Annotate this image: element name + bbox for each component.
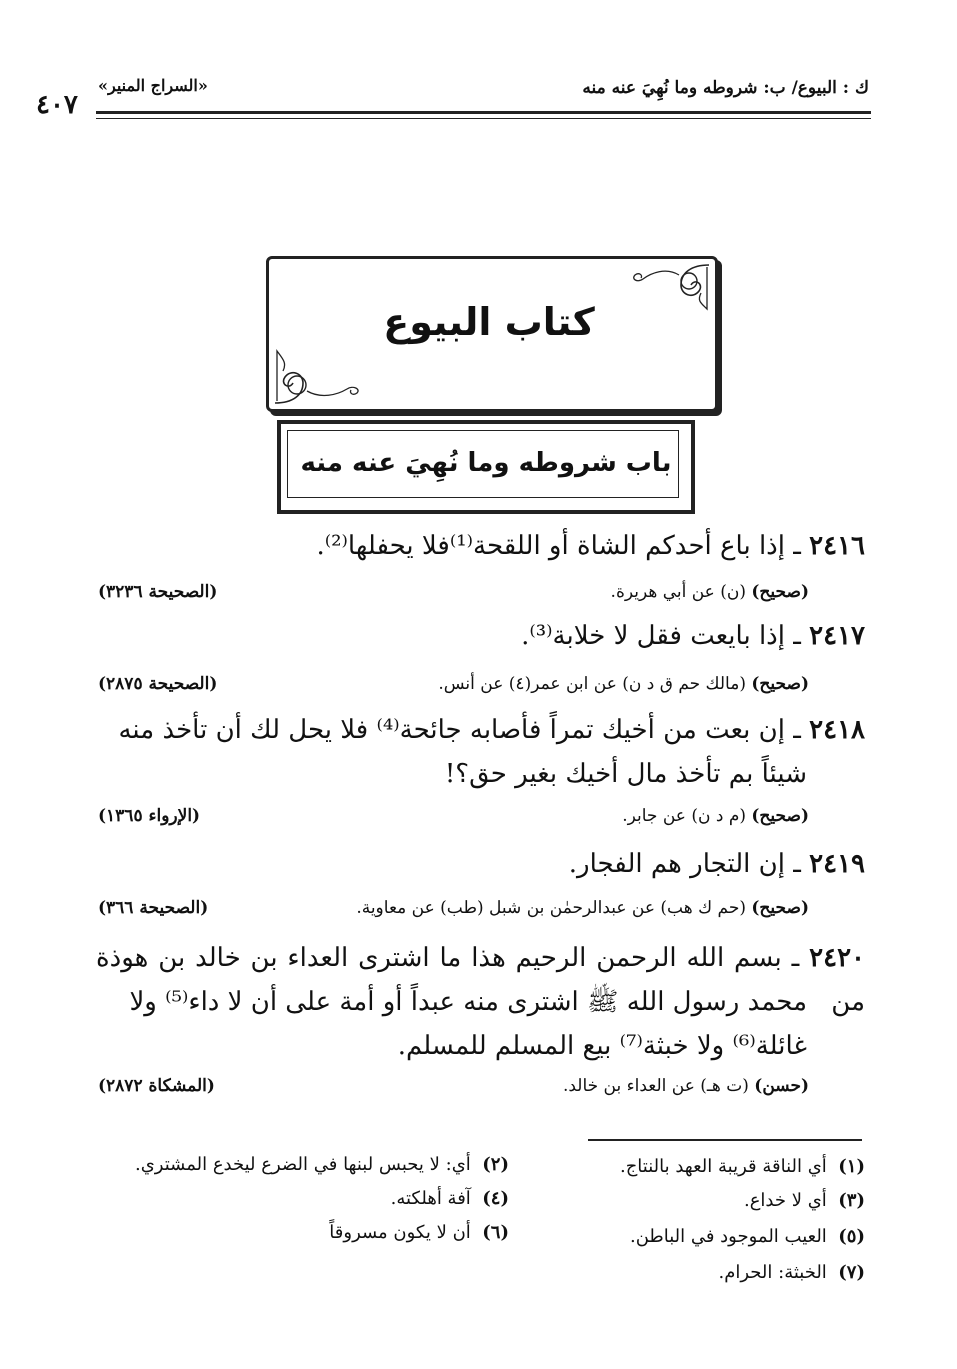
hadith-2418-continuation: شيئاً بم تأخذ مال أخيك بغير حق؟!: [444, 759, 807, 789]
hadith-source: [356, 898, 809, 918]
hadith-reference: (المشكاة ٢٨٧٢): [98, 1076, 215, 1096]
hadith-2417-text: ٢٤١٧ ـ إذا بايعت فقل لا خلابة⁽³⁾.: [521, 621, 865, 651]
hadith-source: [611, 582, 809, 602]
hadith-narrator: (ت هـ) عن العداء بن خالد.: [562, 1076, 749, 1096]
hadith-narrator: (ن) عن أبي هريرة.: [610, 582, 746, 602]
hadith-reference: (الإرواء ١٣٦٥): [98, 806, 201, 826]
hadith-text: بسم الله الرحمن الرحيم هذا ما اشترى العداء بن خالد بن هوذة من: [96, 943, 865, 1017]
hadith-number: ٢٤١٦: [809, 531, 865, 561]
chapter-title: باب شروطه وما نُهِيَ عنه منه: [300, 448, 672, 478]
hadith-grade: (صحيح): [751, 674, 809, 694]
footnote-7: (٧) الخبثة: الحرام.: [718, 1262, 865, 1283]
hadith-2419-text: ٢٤١٩ ـ إن التجار هم الفجار.: [568, 849, 865, 879]
hadith-reference: (الصحيحة ٢٨٧٥): [98, 674, 218, 694]
hadith-number: ٢٤١٩: [809, 849, 865, 879]
corner-ornament-bottom-left-icon: [273, 345, 368, 405]
hadith-narrator: (م د ن) عن جابر.: [622, 806, 746, 826]
footnote-2: (٢) أي: لا يحبس لبنها في الضرع ليخدع المشتري.: [134, 1154, 509, 1175]
book-name: «السراج المنير»: [98, 76, 208, 95]
hadith-grade: (صحيح): [751, 582, 809, 602]
footnote-1: (١) أي الناقة قريبة العهد بالنتاج.: [619, 1156, 865, 1177]
hadith-text: إذا باع أحدكم الشاة أو اللقحة⁽¹⁾فلا يحفلها⁽²⁾.: [316, 531, 785, 561]
hadith-2418-text: ٢٤١٨ ـ إن بعت من أخيك تمراً فأصابه جائحة⁽⁴⁾ فلا يحل لك أن تأخذ منه: [118, 715, 865, 745]
hadith-source: [438, 674, 809, 694]
footnote-6: (٦) أن لا يكون مسروقاً: [329, 1222, 509, 1243]
hadith-2416-text: ٢٤١٦ ـ إذا باع أحدكم الشاة أو اللقحة⁽¹⁾فلا يحفلها⁽²⁾.: [316, 531, 865, 561]
footnote-5: (٥) العيب الموجود في الباطن.: [629, 1226, 865, 1247]
footnote-separator: [588, 1139, 862, 1141]
hadith-grade: (صحيح): [751, 806, 809, 826]
hadith-2420-continuation-1: محمد رسول الله ﷺ اشترى منه عبداً أو أمة على أن لا داء⁽⁵⁾ ولا: [129, 987, 807, 1017]
book-title: كتاب البيوع: [383, 300, 595, 344]
hadith-text: إذا بايعت فقل لا خلابة⁽³⁾.: [521, 621, 785, 651]
hadith-text: إن بعت من أخيك تمراً فأصابه جائحة⁽⁴⁾ فلا يحل لك أن تأخذ منه: [118, 715, 785, 745]
page-number: ٤٠٧: [36, 90, 78, 120]
hadith-number: ٢٤٢٠: [809, 943, 865, 973]
hadith-2420-text: ٢٤٢٠ ـ بسم الله الرحمن الرحيم هذا ما اشترى العداء بن خالد بن هوذة من: [96, 943, 865, 1017]
hadith-grade: (حسن): [754, 1076, 809, 1096]
hadith-number: ٢٤١٨: [809, 715, 865, 745]
hadith-grade: (صحيح): [751, 898, 809, 918]
footnote-3: (٣) أي لا خداع.: [743, 1190, 865, 1211]
running-title: ك : البيوع/ ب: شروطه وما نُهِيَ عنه منه: [582, 78, 869, 98]
hadith-source: [563, 1076, 809, 1096]
header-rule-thick: [96, 111, 871, 114]
hadith-reference: (الصحيحة ٣٢٣٦): [98, 582, 218, 602]
footnote-4: (٤) آفة أهلكته.: [390, 1188, 509, 1209]
hadith-reference: (الصحيحة ٣٦٦): [98, 898, 209, 918]
hadith-2420-continuation-2: غائلة⁽⁶⁾ ولا خبثة⁽⁷⁾ بيع المسلم للمسلم.: [397, 1031, 807, 1061]
header-rule-thin: [96, 118, 871, 119]
hadith-narrator: (حم ك هب) عن عبدالرحمٰن بن شبل (طب) عن معاوية.: [356, 898, 746, 918]
hadith-narrator: (مالك حم ق د ن) عن ابن عمر(٤) عن أنس.: [438, 674, 746, 694]
hadith-text: إن التجار هم الفجار.: [568, 849, 785, 879]
hadith-source: [622, 806, 809, 826]
hadith-number: ٢٤١٧: [809, 621, 865, 651]
